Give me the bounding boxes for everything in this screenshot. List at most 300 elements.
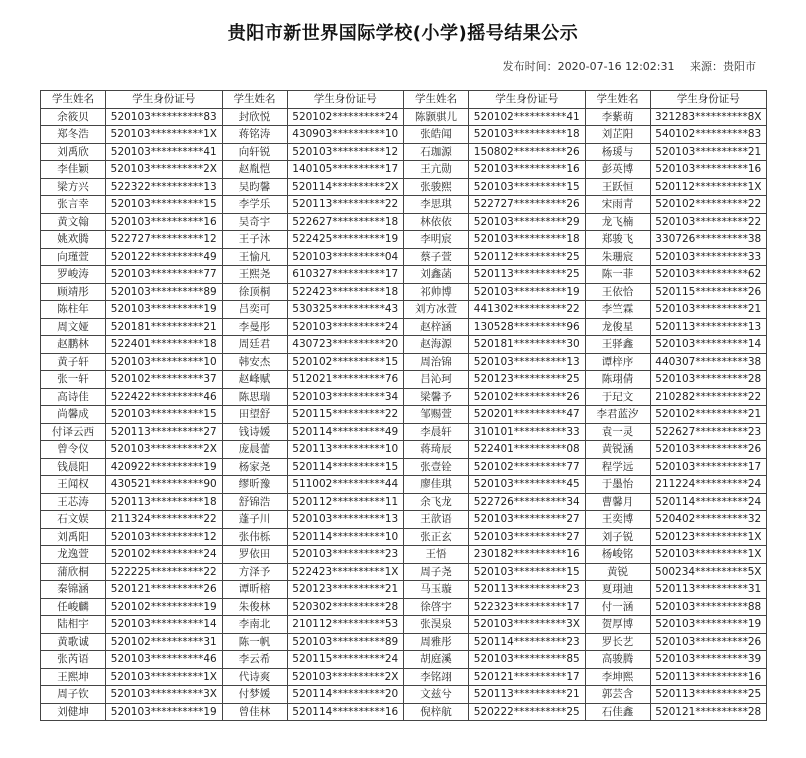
student-id-cell: 520121**********26 xyxy=(106,581,223,599)
student-name-cell: 张皓闻 xyxy=(404,126,469,144)
student-name-cell: 王亢勋 xyxy=(404,161,469,179)
student-id-cell: 520103**********10 xyxy=(106,353,223,371)
student-name-cell: 罗长艺 xyxy=(585,633,650,651)
student-id-cell: 211224**********24 xyxy=(650,476,767,494)
student-id-cell: 520114**********24 xyxy=(650,493,767,511)
student-id-cell: 520112**********1X xyxy=(650,178,767,196)
student-id-cell: 522323**********17 xyxy=(469,598,586,616)
student-name-cell: 罗峻涛 xyxy=(41,266,106,284)
student-name-cell: 蒋琦辰 xyxy=(404,441,469,459)
student-name-cell: 张淏泉 xyxy=(404,616,469,634)
student-name-cell: 李铭翊 xyxy=(404,668,469,686)
student-name-cell: 周廷君 xyxy=(222,336,287,354)
student-id-cell: 520103**********12 xyxy=(287,143,404,161)
student-id-cell: 520103**********26 xyxy=(650,633,767,651)
table-header-row xyxy=(41,91,767,109)
student-id-cell: 520114**********23 xyxy=(469,633,586,651)
table-row xyxy=(41,283,767,301)
student-id-cell: 520402**********32 xyxy=(650,511,767,529)
table-row xyxy=(41,143,767,161)
student-id-cell: 321283**********8X xyxy=(650,108,767,126)
table-row xyxy=(41,353,767,371)
student-id-cell: 520113**********16 xyxy=(650,668,767,686)
student-id-cell: 520103**********19 xyxy=(106,301,223,319)
student-id-cell: 520103**********89 xyxy=(106,283,223,301)
student-name-cell: 姚欢腾 xyxy=(41,231,106,249)
student-name-cell: 顾靖彤 xyxy=(41,283,106,301)
student-id-cell: 512021**********76 xyxy=(287,371,404,389)
student-id-cell: 522423**********18 xyxy=(287,283,404,301)
student-id-cell: 520123**********1X xyxy=(650,528,767,546)
table-row xyxy=(41,231,767,249)
student-name-cell: 张芮语 xyxy=(41,651,106,669)
table-row xyxy=(41,213,767,231)
student-id-cell: 520102**********26 xyxy=(469,388,586,406)
student-name-cell: 王愉凡 xyxy=(222,248,287,266)
student-name-cell: 杨瑗与 xyxy=(585,143,650,161)
student-name-cell: 黄文翰 xyxy=(41,213,106,231)
student-name-cell: 曾令仪 xyxy=(41,441,106,459)
student-name-cell: 吴昀馨 xyxy=(222,178,287,196)
student-id-cell: 520115**********24 xyxy=(287,651,404,669)
student-id-cell: 520102**********41 xyxy=(469,108,586,126)
student-id-cell: 520114**********16 xyxy=(287,703,404,721)
student-name-cell: 舒锦浩 xyxy=(222,493,287,511)
table-row xyxy=(41,633,767,651)
student-id-cell: 520103**********12 xyxy=(106,528,223,546)
student-name-cell: 尚馨成 xyxy=(41,406,106,424)
table-row xyxy=(41,563,767,581)
student-name-cell: 付一涵 xyxy=(585,598,650,616)
student-id-cell: 520103**********3X xyxy=(469,616,586,634)
student-id-cell: 310101**********33 xyxy=(469,423,586,441)
student-id-cell: 520103**********27 xyxy=(469,511,586,529)
student-id-cell: 520113**********18 xyxy=(106,493,223,511)
table-row xyxy=(41,161,767,179)
student-name-cell: 陈柱年 xyxy=(41,301,106,319)
student-id-cell: 420922**********19 xyxy=(106,458,223,476)
student-id-cell: 520114**********20 xyxy=(287,686,404,704)
student-name-cell: 陆相宇 xyxy=(41,616,106,634)
table-row xyxy=(41,528,767,546)
student-id-cell: 520103**********62 xyxy=(650,266,767,284)
student-name-cell: 邹赐萱 xyxy=(404,406,469,424)
student-name-cell: 刘方冰萱 xyxy=(404,301,469,319)
student-name-cell: 王奕博 xyxy=(585,511,650,529)
student-name-cell: 刘禹欣 xyxy=(41,143,106,161)
student-id-cell: 520103**********2X xyxy=(106,161,223,179)
student-name-cell: 方泽予 xyxy=(222,563,287,581)
student-id-cell: 520103**********04 xyxy=(287,248,404,266)
student-name-cell: 赵海源 xyxy=(404,336,469,354)
student-id-cell: 520181**********21 xyxy=(106,318,223,336)
student-id-cell: 522225**********22 xyxy=(106,563,223,581)
student-id-cell: 520115**********26 xyxy=(650,283,767,301)
student-id-cell: 522401**********08 xyxy=(469,441,586,459)
student-name-cell: 钱诗媛 xyxy=(222,423,287,441)
student-id-cell: 522425**********19 xyxy=(287,231,404,249)
student-id-cell: 520103**********34 xyxy=(287,388,404,406)
student-name-cell: 吴奇宇 xyxy=(222,213,287,231)
student-id-cell: 520102**********77 xyxy=(469,458,586,476)
table-row xyxy=(41,108,767,126)
student-id-cell: 520103**********23 xyxy=(287,546,404,564)
column-header-id: 学生身份证号 xyxy=(287,91,404,109)
student-id-cell: 520103**********33 xyxy=(650,248,767,266)
column-header-id: 学生身份证号 xyxy=(650,91,767,109)
student-name-cell: 郑骏飞 xyxy=(585,231,650,249)
student-name-cell: 余飞龙 xyxy=(404,493,469,511)
student-id-cell: 520102**********22 xyxy=(650,196,767,214)
student-name-cell: 付译云西 xyxy=(41,423,106,441)
student-name-cell: 李曼彤 xyxy=(222,318,287,336)
student-name-cell: 彭英博 xyxy=(585,161,650,179)
student-id-cell: 530325**********43 xyxy=(287,301,404,319)
table-row xyxy=(41,686,767,704)
student-name-cell: 赵峰赋 xyxy=(222,371,287,389)
student-id-cell: 520113**********22 xyxy=(287,196,404,214)
student-name-cell: 代诗爽 xyxy=(222,668,287,686)
student-name-cell: 于玘文 xyxy=(585,388,650,406)
student-name-cell: 刘健坤 xyxy=(41,703,106,721)
student-name-cell: 高骏腾 xyxy=(585,651,650,669)
student-name-cell: 张壹铨 xyxy=(404,458,469,476)
table-row xyxy=(41,511,767,529)
student-name-cell: 黄锐 xyxy=(585,563,650,581)
student-name-cell: 李云希 xyxy=(222,651,287,669)
student-name-cell: 王闻权 xyxy=(41,476,106,494)
student-id-cell: 520113**********13 xyxy=(650,318,767,336)
student-name-cell: 赵鹏林 xyxy=(41,336,106,354)
student-name-cell: 马玉璇 xyxy=(404,581,469,599)
table-row xyxy=(41,493,767,511)
student-name-cell: 徐顶桐 xyxy=(222,283,287,301)
student-id-cell: 520102**********21 xyxy=(650,406,767,424)
student-name-cell: 龙俊星 xyxy=(585,318,650,336)
student-name-cell: 王依恰 xyxy=(585,283,650,301)
student-id-cell: 520102**********15 xyxy=(287,353,404,371)
student-name-cell: 于墨怡 xyxy=(585,476,650,494)
student-id-cell: 520103**********13 xyxy=(469,353,586,371)
student-id-cell: 520113**********31 xyxy=(650,581,767,599)
student-id-cell: 520113**********21 xyxy=(469,686,586,704)
student-name-cell: 黄子轩 xyxy=(41,353,106,371)
student-id-cell: 520103**********14 xyxy=(106,616,223,634)
student-id-cell: 520103**********26 xyxy=(650,441,767,459)
student-name-cell: 袁一灵 xyxy=(585,423,650,441)
student-id-cell: 520123**********21 xyxy=(287,581,404,599)
column-header-id: 学生身份证号 xyxy=(106,91,223,109)
student-name-cell: 封欣悦 xyxy=(222,108,287,126)
table-row xyxy=(41,546,767,564)
page-title: 贵阳市新世界国际学校(小学)摇号结果公示 xyxy=(227,23,579,44)
student-id-cell: 520103**********89 xyxy=(287,633,404,651)
student-name-cell: 蓬子川 xyxy=(222,511,287,529)
student-name-cell: 祁帅博 xyxy=(404,283,469,301)
table-row xyxy=(41,598,767,616)
student-name-cell: 王悟 xyxy=(404,546,469,564)
table-row xyxy=(41,336,767,354)
student-name-cell: 王熙坤 xyxy=(41,668,106,686)
table-body xyxy=(41,108,767,721)
table-row xyxy=(41,423,767,441)
student-id-cell: 520102**********24 xyxy=(287,108,404,126)
student-name-cell: 赵梓涵 xyxy=(404,318,469,336)
student-id-cell: 520121**********28 xyxy=(650,703,767,721)
student-id-cell: 520222**********25 xyxy=(469,703,586,721)
student-id-cell: 520113**********10 xyxy=(287,441,404,459)
student-id-cell: 520103**********15 xyxy=(106,196,223,214)
student-name-cell: 杨峻铭 xyxy=(585,546,650,564)
student-id-cell: 520113**********27 xyxy=(106,423,223,441)
student-id-cell: 520103**********46 xyxy=(106,651,223,669)
student-id-cell: 522422**********46 xyxy=(106,388,223,406)
student-name-cell: 王子沐 xyxy=(222,231,287,249)
student-name-cell: 向轩锐 xyxy=(222,143,287,161)
student-name-cell: 张言幸 xyxy=(41,196,106,214)
student-id-cell: 511002**********44 xyxy=(287,476,404,494)
student-name-cell: 陈珝倩 xyxy=(585,371,650,389)
student-name-cell: 蔡子萱 xyxy=(404,248,469,266)
student-id-cell: 520102**********19 xyxy=(106,598,223,616)
student-id-cell: 430521**********90 xyxy=(106,476,223,494)
student-name-cell: 石文娱 xyxy=(41,511,106,529)
student-name-cell: 曹馨月 xyxy=(585,493,650,511)
student-name-cell: 庞晨蕾 xyxy=(222,441,287,459)
student-name-cell: 倪梓航 xyxy=(404,703,469,721)
student-id-cell: 520115**********22 xyxy=(287,406,404,424)
student-name-cell: 吕奕可 xyxy=(222,301,287,319)
table-row xyxy=(41,266,767,284)
student-id-cell: 520302**********28 xyxy=(287,598,404,616)
student-name-cell: 谭梓序 xyxy=(585,353,650,371)
student-name-cell: 杨家尧 xyxy=(222,458,287,476)
student-id-cell: 520103**********13 xyxy=(287,511,404,529)
student-name-cell: 刘禹阳 xyxy=(41,528,106,546)
student-id-cell: 520114**********2X xyxy=(287,178,404,196)
student-name-cell: 付梦媛 xyxy=(222,686,287,704)
student-id-cell: 522726**********34 xyxy=(469,493,586,511)
student-name-cell: 陈一帆 xyxy=(222,633,287,651)
student-name-cell: 李紫萌 xyxy=(585,108,650,126)
student-name-cell: 郑冬浩 xyxy=(41,126,106,144)
student-id-cell: 520103**********15 xyxy=(469,563,586,581)
student-id-cell: 430903**********10 xyxy=(287,126,404,144)
column-header-name: 学生姓名 xyxy=(404,91,469,109)
student-id-cell: 520123**********25 xyxy=(469,371,586,389)
student-name-cell: 黄锐涵 xyxy=(585,441,650,459)
student-id-cell: 520103**********21 xyxy=(650,301,767,319)
table-row xyxy=(41,703,767,721)
student-id-cell: 520102**********31 xyxy=(106,633,223,651)
student-id-cell: 520103**********2X xyxy=(287,668,404,686)
student-name-cell: 周子钦 xyxy=(41,686,106,704)
table-row xyxy=(41,406,767,424)
student-name-cell: 张伟栎 xyxy=(222,528,287,546)
student-id-cell: 540102**********83 xyxy=(650,126,767,144)
student-name-cell: 曾佳林 xyxy=(222,703,287,721)
table-row xyxy=(41,371,767,389)
student-id-cell: 520103**********88 xyxy=(650,598,767,616)
student-name-cell: 李竺霖 xyxy=(585,301,650,319)
table-row xyxy=(41,616,767,634)
publish-label: 发布时间： xyxy=(502,60,558,73)
student-id-cell: 520103**********1X xyxy=(106,668,223,686)
student-name-cell: 秦锦涵 xyxy=(41,581,106,599)
student-name-cell: 张一轩 xyxy=(41,371,106,389)
student-name-cell: 梁馨予 xyxy=(404,388,469,406)
student-name-cell: 张正玄 xyxy=(404,528,469,546)
student-id-cell: 500234**********5X xyxy=(650,563,767,581)
student-id-cell: 522627**********23 xyxy=(650,423,767,441)
student-id-cell: 520103**********14 xyxy=(650,336,767,354)
student-name-cell: 黄歌诚 xyxy=(41,633,106,651)
student-id-cell: 520103**********15 xyxy=(106,406,223,424)
student-id-cell: 441302**********22 xyxy=(469,301,586,319)
student-name-cell: 蒲欣桐 xyxy=(41,563,106,581)
student-name-cell: 王跃恒 xyxy=(585,178,650,196)
table-row xyxy=(41,476,767,494)
student-id-cell: 520103**********21 xyxy=(650,143,767,161)
student-name-cell: 程学远 xyxy=(585,458,650,476)
student-id-cell: 130528**********96 xyxy=(469,318,586,336)
student-id-cell: 610327**********17 xyxy=(287,266,404,284)
student-name-cell: 胡庭溪 xyxy=(404,651,469,669)
student-name-cell: 李晨轩 xyxy=(404,423,469,441)
student-name-cell: 余筱贝 xyxy=(41,108,106,126)
table-row xyxy=(41,126,767,144)
student-id-cell: 520103**********16 xyxy=(469,161,586,179)
student-name-cell: 周治锦 xyxy=(404,353,469,371)
student-id-cell: 230182**********16 xyxy=(469,546,586,564)
student-id-cell: 520103**********16 xyxy=(106,213,223,231)
student-name-cell: 王驿鑫 xyxy=(585,336,650,354)
student-id-cell: 520103**********2X xyxy=(106,441,223,459)
student-id-cell: 520114**********10 xyxy=(287,528,404,546)
student-id-cell: 520103**********1X xyxy=(650,546,767,564)
student-name-cell: 韩安杰 xyxy=(222,353,287,371)
student-name-cell: 周文娅 xyxy=(41,318,106,336)
table-row xyxy=(41,318,767,336)
student-name-cell: 谭昕榕 xyxy=(222,581,287,599)
student-id-cell: 520122**********49 xyxy=(106,248,223,266)
student-id-cell: 520114**********15 xyxy=(287,458,404,476)
student-name-cell: 赵胤恺 xyxy=(222,161,287,179)
student-id-cell: 520103**********19 xyxy=(106,703,223,721)
student-id-cell: 520103**********39 xyxy=(650,651,767,669)
student-id-cell: 520103**********29 xyxy=(469,213,586,231)
source-value: 贵阳市 xyxy=(723,60,756,73)
student-id-cell: 522423**********1X xyxy=(287,563,404,581)
student-name-cell: 张骏熙 xyxy=(404,178,469,196)
student-id-cell: 520121**********17 xyxy=(469,668,586,686)
student-id-cell: 520103**********19 xyxy=(650,616,767,634)
table-row xyxy=(41,248,767,266)
table-row xyxy=(41,668,767,686)
student-id-cell: 522401**********18 xyxy=(106,336,223,354)
student-id-cell: 520103**********22 xyxy=(650,213,767,231)
student-id-cell: 520103**********19 xyxy=(469,283,586,301)
student-name-cell: 吕沁珂 xyxy=(404,371,469,389)
student-name-cell: 朱俊林 xyxy=(222,598,287,616)
student-name-cell: 陈颢骐儿 xyxy=(404,108,469,126)
student-name-cell: 龙逸萱 xyxy=(41,546,106,564)
student-id-cell: 210112**********53 xyxy=(287,616,404,634)
student-name-cell: 石珈源 xyxy=(404,143,469,161)
student-name-cell: 贺厚博 xyxy=(585,616,650,634)
student-id-cell: 520103**********83 xyxy=(106,108,223,126)
column-header-name: 学生姓名 xyxy=(222,91,287,109)
student-id-cell: 520103**********1X xyxy=(106,126,223,144)
student-id-cell: 520102**********24 xyxy=(106,546,223,564)
student-name-cell: 郭芸含 xyxy=(585,686,650,704)
table-row xyxy=(41,651,767,669)
student-name-cell: 李佳颖 xyxy=(41,161,106,179)
student-id-cell: 520114**********49 xyxy=(287,423,404,441)
student-id-cell: 522627**********18 xyxy=(287,213,404,231)
student-name-cell: 任峻麟 xyxy=(41,598,106,616)
student-name-cell: 刘芷阳 xyxy=(585,126,650,144)
student-name-cell: 文兹兮 xyxy=(404,686,469,704)
table-row xyxy=(41,441,767,459)
student-name-cell: 刘鑫菡 xyxy=(404,266,469,284)
student-name-cell: 高诗佳 xyxy=(41,388,106,406)
student-name-cell: 陈思瑞 xyxy=(222,388,287,406)
student-name-cell: 蒋铭涛 xyxy=(222,126,287,144)
student-id-cell: 522727**********12 xyxy=(106,231,223,249)
source-label: 来源： xyxy=(690,60,723,73)
student-name-cell: 李学乐 xyxy=(222,196,287,214)
student-name-cell: 缪昕豫 xyxy=(222,476,287,494)
student-name-cell: 向瑾萱 xyxy=(41,248,106,266)
table-row xyxy=(41,581,767,599)
student-name-cell: 李思琪 xyxy=(404,196,469,214)
student-id-cell: 520103**********16 xyxy=(650,161,767,179)
student-name-cell: 王歆语 xyxy=(404,511,469,529)
student-id-cell: 140105**********17 xyxy=(287,161,404,179)
student-name-cell: 梁方兴 xyxy=(41,178,106,196)
student-name-cell: 田望舒 xyxy=(222,406,287,424)
student-name-cell: 钱晨阳 xyxy=(41,458,106,476)
student-name-cell: 夏珝迪 xyxy=(585,581,650,599)
student-id-cell: 520113**********25 xyxy=(469,266,586,284)
student-name-cell: 罗依田 xyxy=(222,546,287,564)
student-id-cell: 211324**********22 xyxy=(106,511,223,529)
student-id-cell: 520103**********45 xyxy=(469,476,586,494)
column-header-name: 学生姓名 xyxy=(585,91,650,109)
student-id-cell: 520103**********3X xyxy=(106,686,223,704)
student-id-cell: 330726**********38 xyxy=(650,231,767,249)
table-row xyxy=(41,196,767,214)
student-name-cell: 徐啓宇 xyxy=(404,598,469,616)
student-id-cell: 520103**********85 xyxy=(469,651,586,669)
student-name-cell: 宋雨青 xyxy=(585,196,650,214)
student-name-cell: 王熙尧 xyxy=(222,266,287,284)
column-header-id: 学生身份证号 xyxy=(469,91,586,109)
student-id-cell: 520102**********37 xyxy=(106,371,223,389)
student-id-cell: 520103**********41 xyxy=(106,143,223,161)
student-id-cell: 520112**********11 xyxy=(287,493,404,511)
student-id-cell: 520113**********23 xyxy=(469,581,586,599)
student-id-cell: 520103**********77 xyxy=(106,266,223,284)
student-name-cell: 周子尧 xyxy=(404,563,469,581)
table-row xyxy=(41,458,767,476)
student-name-cell: 李南北 xyxy=(222,616,287,634)
student-id-cell: 210282**********22 xyxy=(650,388,767,406)
student-id-cell: 520103**********15 xyxy=(469,178,586,196)
student-id-cell: 520103**********18 xyxy=(469,126,586,144)
publish-time: 2020-07-16 12:02:31 xyxy=(557,60,675,73)
